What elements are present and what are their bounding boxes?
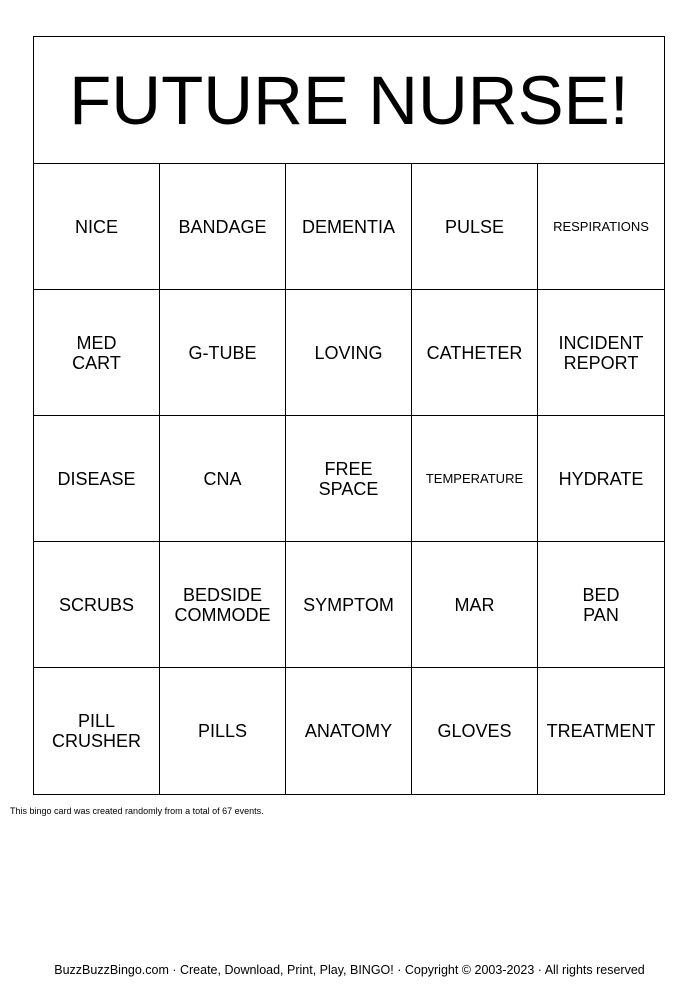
bingo-cell: TEMPERATURE	[412, 416, 538, 542]
bingo-cell: G-TUBE	[160, 290, 286, 416]
free-space-cell: FREE SPACE	[286, 416, 412, 542]
bingo-cell: SYMPTOM	[286, 542, 412, 668]
bingo-cell: BED PAN	[538, 542, 664, 668]
bingo-cell: MED CART	[34, 290, 160, 416]
bingo-cell: CATHETER	[412, 290, 538, 416]
bingo-cell: SCRUBS	[34, 542, 160, 668]
bingo-grid	[34, 164, 664, 794]
bingo-cell: TREATMENT	[546, 721, 656, 741]
bingo-cell: DISEASE	[34, 416, 160, 542]
bingo-cell: DEMENTIA	[286, 164, 412, 290]
bingo-cell: ANATOMY	[286, 668, 412, 794]
bingo-cell: HYDRATE	[538, 416, 664, 542]
generation-note: This bingo card was created randomly from a total of 67 events.	[10, 806, 264, 816]
bingo-cell: BEDSIDE COMMODE	[160, 542, 286, 668]
bingo-cell: PILLS	[160, 668, 286, 794]
bingo-card	[33, 36, 665, 795]
bingo-cell: MAR	[412, 542, 538, 668]
bingo-cell: NICE	[34, 164, 160, 290]
bingo-cell: LOVING	[286, 290, 412, 416]
bingo-cell: PILL CRUSHER	[34, 668, 160, 794]
bingo-cell: INCIDENT REPORT	[538, 290, 664, 416]
bingo-cell: PULSE	[412, 164, 538, 290]
bingo-cell: GLOVES	[412, 668, 538, 794]
bingo-cell: CNA	[160, 416, 286, 542]
bingo-cell: RESPIRATIONS	[538, 164, 664, 290]
card-title: FUTURE NURSE!	[34, 37, 664, 164]
bingo-cell: BANDAGE	[160, 164, 286, 290]
page-footer: BuzzBuzzBingo.com · Create, Download, Print, Play, BINGO! · Copyright © 2003-2023 · All rights reserved	[54, 963, 645, 977]
